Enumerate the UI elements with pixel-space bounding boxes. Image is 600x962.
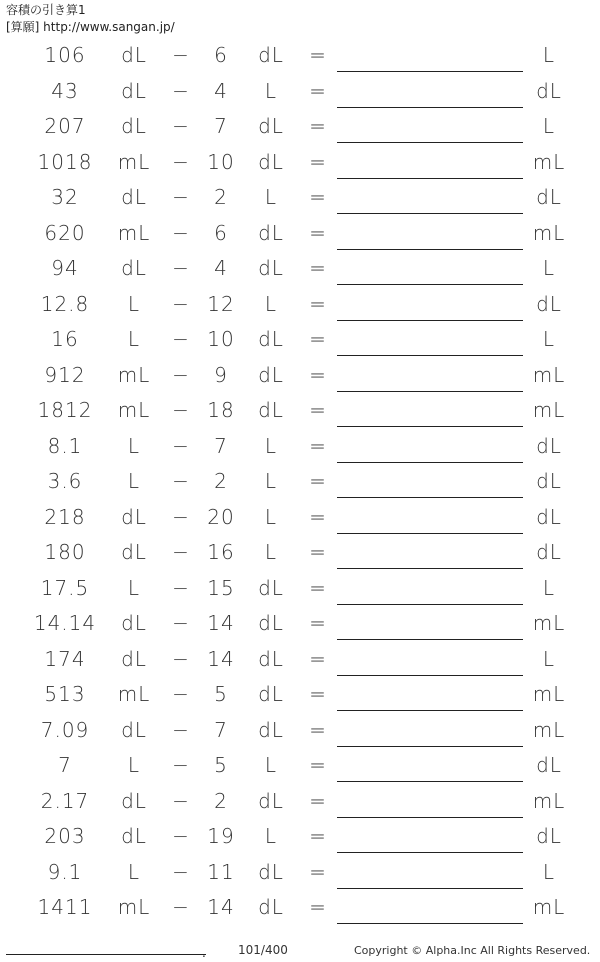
minus-sign: − <box>172 114 190 138</box>
problem-row <box>0 429 600 465</box>
answer-blank[interactable] <box>337 852 523 853</box>
subtrahend-unit: dL <box>258 114 284 138</box>
subtrahend: 2 <box>214 185 228 209</box>
subtrahend-unit: dL <box>258 859 284 884</box>
subtrahend: 16 <box>207 540 235 564</box>
minuend-unit: L <box>127 433 141 458</box>
subtrahend: 19 <box>207 824 235 848</box>
answer-unit: mL <box>532 362 566 387</box>
minus-sign: − <box>172 78 190 103</box>
equals-sign: = <box>309 753 327 777</box>
equals-sign: = <box>309 220 327 245</box>
subtrahend-unit: dL <box>258 398 284 422</box>
subtrahend-unit: dL <box>258 43 284 67</box>
answer-blank[interactable] <box>337 462 523 463</box>
equals-sign: = <box>309 398 327 422</box>
problem-row <box>0 38 600 74</box>
equals-sign: = <box>309 433 327 458</box>
minus-sign: − <box>172 220 190 245</box>
answer-unit: dL <box>536 291 562 316</box>
minus-sign: − <box>172 185 190 209</box>
problem-row <box>0 358 600 394</box>
subtrahend: 6 <box>214 43 228 67</box>
equals-sign: = <box>309 256 327 280</box>
minuend-unit: dL <box>121 114 147 138</box>
subtrahend: 7 <box>214 433 228 458</box>
problem-row <box>0 322 600 358</box>
subtrahend: 14 <box>207 895 235 919</box>
equals-sign: = <box>309 646 327 671</box>
minuend-unit: L <box>127 575 141 600</box>
copyright: Copyright © Alpha.Inc All Rights Reserved. <box>354 944 591 957</box>
minus-sign: − <box>172 788 190 813</box>
subtrahend-unit: L <box>264 433 278 458</box>
equals-sign: = <box>309 327 327 351</box>
answer-blank[interactable] <box>337 746 523 747</box>
subtrahend-unit: L <box>264 469 278 493</box>
minus-sign: − <box>172 611 190 635</box>
answer-blank[interactable] <box>337 888 523 889</box>
minuend-unit: dL <box>121 717 147 742</box>
minuend: 12.8 <box>40 291 90 316</box>
minuend-unit: dL <box>121 43 147 67</box>
problem-row <box>0 606 600 642</box>
answer-unit: mL <box>532 682 566 706</box>
problem-row <box>0 74 600 110</box>
subtrahend: 7 <box>214 717 228 742</box>
subtrahend-unit: L <box>264 540 278 564</box>
equals-sign: = <box>309 682 327 706</box>
minuend-unit: dL <box>121 540 147 564</box>
answer-blank[interactable] <box>337 178 523 179</box>
minuend-unit: mL <box>117 895 151 919</box>
subtrahend: 7 <box>214 114 228 138</box>
equals-sign: = <box>309 788 327 813</box>
minuend: 7 <box>58 753 72 777</box>
minuend: 2.17 <box>40 788 90 813</box>
answer-unit: dL <box>536 504 562 529</box>
minuend-unit: L <box>127 327 141 351</box>
equals-sign: = <box>309 575 327 600</box>
problem-row <box>0 393 600 429</box>
answer-blank[interactable] <box>337 604 523 605</box>
subtrahend: 20 <box>207 504 235 529</box>
name-dot: . <box>202 946 206 960</box>
minuend: 8.1 <box>47 433 83 458</box>
subtrahend-unit: dL <box>258 717 284 742</box>
minuend: 912 <box>44 362 86 387</box>
problem-row <box>0 535 600 571</box>
minus-sign: − <box>172 540 190 564</box>
subtrahend: 11 <box>207 859 235 884</box>
footer <box>0 940 600 960</box>
subtrahend: 14 <box>207 611 235 635</box>
minuend-unit: dL <box>121 78 147 103</box>
answer-unit: dL <box>536 185 562 209</box>
subtrahend-unit: L <box>264 185 278 209</box>
minuend: 16 <box>51 327 79 351</box>
minuend-unit: dL <box>121 646 147 671</box>
subtrahend: 15 <box>207 575 235 600</box>
minuend-unit: dL <box>121 185 147 209</box>
answer-blank[interactable] <box>337 320 523 321</box>
subtrahend-unit: L <box>264 824 278 848</box>
subtrahend-unit: dL <box>258 575 284 600</box>
problem-row <box>0 784 600 820</box>
answer-blank[interactable] <box>337 675 523 676</box>
minuend-unit: mL <box>117 398 151 422</box>
subtrahend-unit: dL <box>258 895 284 919</box>
subtrahend-unit: dL <box>258 327 284 351</box>
problem-row <box>0 890 600 926</box>
subtrahend-unit: dL <box>258 682 284 706</box>
answer-blank[interactable] <box>337 249 523 250</box>
minuend: 32 <box>51 185 79 209</box>
minus-sign: − <box>172 43 190 67</box>
subtrahend-unit: dL <box>258 788 284 813</box>
answer-blank[interactable] <box>337 142 523 143</box>
subtrahend: 2 <box>214 788 228 813</box>
answer-blank[interactable] <box>337 817 523 818</box>
minuend-unit: mL <box>117 149 151 174</box>
subtrahend-unit: dL <box>258 611 284 635</box>
minus-sign: − <box>172 398 190 422</box>
equals-sign: = <box>309 824 327 848</box>
subtrahend: 12 <box>207 291 235 316</box>
equals-sign: = <box>309 78 327 103</box>
minuend: 203 <box>44 824 86 848</box>
minuend-unit: dL <box>121 611 147 635</box>
minus-sign: − <box>172 504 190 529</box>
subtrahend-unit: dL <box>258 362 284 387</box>
answer-unit: dL <box>536 78 562 103</box>
answer-unit: L <box>542 114 556 138</box>
answer-unit: mL <box>532 895 566 919</box>
minus-sign: − <box>172 895 190 919</box>
equals-sign: = <box>309 469 327 493</box>
minuend: 9.1 <box>47 859 83 884</box>
problem-row <box>0 109 600 145</box>
minuend-unit: mL <box>117 362 151 387</box>
minus-sign: − <box>172 717 190 742</box>
minuend-unit: dL <box>121 788 147 813</box>
minuend-unit: dL <box>121 824 147 848</box>
minus-sign: − <box>172 859 190 884</box>
equals-sign: = <box>309 291 327 316</box>
subtrahend: 5 <box>214 753 228 777</box>
minuend: 17.5 <box>40 575 90 600</box>
minuend: 43 <box>51 78 79 103</box>
minus-sign: − <box>172 753 190 777</box>
subtrahend: 10 <box>207 149 235 174</box>
answer-unit: mL <box>532 149 566 174</box>
minuend-unit: L <box>127 859 141 884</box>
equals-sign: = <box>309 114 327 138</box>
answer-unit: L <box>542 859 556 884</box>
name-line <box>6 954 206 955</box>
minuend: 218 <box>44 504 86 529</box>
problem-row <box>0 713 600 749</box>
problem-row <box>0 500 600 536</box>
page-number: 101/400 <box>238 943 288 957</box>
subtrahend: 2 <box>214 469 228 493</box>
answer-unit: dL <box>536 540 562 564</box>
minuend-unit: mL <box>117 682 151 706</box>
answer-blank[interactable] <box>337 355 523 356</box>
subtrahend-unit: L <box>264 291 278 316</box>
equals-sign: = <box>309 859 327 884</box>
problem-row <box>0 180 600 216</box>
answer-unit: dL <box>536 433 562 458</box>
minus-sign: − <box>172 682 190 706</box>
equals-sign: = <box>309 540 327 564</box>
minus-sign: − <box>172 646 190 671</box>
minuend: 174 <box>44 646 86 671</box>
subtrahend-unit: L <box>264 753 278 777</box>
minuend: 14.14 <box>33 611 97 635</box>
equals-sign: = <box>309 149 327 174</box>
equals-sign: = <box>309 504 327 529</box>
subtrahend: 4 <box>214 256 228 280</box>
minus-sign: − <box>172 433 190 458</box>
answer-unit: dL <box>536 753 562 777</box>
problem-row <box>0 287 600 323</box>
answer-blank[interactable] <box>337 923 523 924</box>
subtrahend-unit: dL <box>258 220 284 245</box>
problem-row <box>0 145 600 181</box>
subtrahend: 14 <box>207 646 235 671</box>
problem-row <box>0 642 600 678</box>
minuend-unit: L <box>127 469 141 493</box>
subtrahend: 18 <box>207 398 235 422</box>
subtrahend: 6 <box>214 220 228 245</box>
equals-sign: = <box>309 362 327 387</box>
answer-unit: mL <box>532 717 566 742</box>
answer-unit: L <box>542 327 556 351</box>
answer-blank[interactable] <box>337 533 523 534</box>
answer-unit: mL <box>532 398 566 422</box>
problem-row <box>0 571 600 607</box>
minuend: 180 <box>44 540 86 564</box>
subtrahend-unit: dL <box>258 256 284 280</box>
answer-blank[interactable] <box>337 497 523 498</box>
minus-sign: − <box>172 291 190 316</box>
site-url: [算願] http://www.sangan.jp/ <box>6 20 175 34</box>
answer-unit: L <box>542 575 556 600</box>
equals-sign: = <box>309 43 327 67</box>
subtrahend-unit: dL <box>258 149 284 174</box>
minus-sign: − <box>172 362 190 387</box>
subtrahend: 9 <box>214 362 228 387</box>
problem-list <box>0 38 600 926</box>
equals-sign: = <box>309 185 327 209</box>
minuend-unit: dL <box>121 256 147 280</box>
problem-row <box>0 251 600 287</box>
minuend-unit: L <box>127 753 141 777</box>
answer-blank[interactable] <box>337 391 523 392</box>
subtrahend-unit: L <box>264 78 278 103</box>
subtrahend: 5 <box>214 682 228 706</box>
equals-sign: = <box>309 895 327 919</box>
problem-row <box>0 464 600 500</box>
answer-unit: L <box>542 256 556 280</box>
answer-blank[interactable] <box>337 213 523 214</box>
minuend: 94 <box>51 256 79 280</box>
answer-unit: mL <box>532 788 566 813</box>
problem-row <box>0 819 600 855</box>
minus-sign: − <box>172 327 190 351</box>
minuend: 7.09 <box>40 717 90 742</box>
equals-sign: = <box>309 717 327 742</box>
minuend: 620 <box>44 220 86 245</box>
minuend: 513 <box>44 682 86 706</box>
minus-sign: − <box>172 469 190 493</box>
problem-row <box>0 677 600 713</box>
minuend: 3.6 <box>47 469 83 493</box>
answer-blank[interactable] <box>337 71 523 72</box>
problem-row <box>0 855 600 891</box>
answer-unit: L <box>542 43 556 67</box>
minuend: 1018 <box>37 149 93 174</box>
problem-row <box>0 748 600 784</box>
minuend: 207 <box>44 114 86 138</box>
worksheet-title: 容積の引き算1 <box>6 3 86 17</box>
answer-unit: dL <box>536 824 562 848</box>
subtrahend-unit: dL <box>258 646 284 671</box>
answer-blank[interactable] <box>337 426 523 427</box>
minus-sign: − <box>172 575 190 600</box>
minuend: 106 <box>44 43 86 67</box>
answer-blank[interactable] <box>337 568 523 569</box>
answer-blank[interactable] <box>337 639 523 640</box>
answer-unit: L <box>542 646 556 671</box>
equals-sign: = <box>309 611 327 635</box>
answer-blank[interactable] <box>337 284 523 285</box>
minuend: 1411 <box>37 895 93 919</box>
subtrahend-unit: L <box>264 504 278 529</box>
minuend-unit: mL <box>117 220 151 245</box>
minus-sign: − <box>172 824 190 848</box>
answer-unit: mL <box>532 220 566 245</box>
answer-blank[interactable] <box>337 710 523 711</box>
answer-unit: dL <box>536 469 562 493</box>
subtrahend: 10 <box>207 327 235 351</box>
answer-blank[interactable] <box>337 781 523 782</box>
minus-sign: − <box>172 149 190 174</box>
minuend-unit: dL <box>121 504 147 529</box>
minuend: 1812 <box>37 398 93 422</box>
subtrahend: 4 <box>214 78 228 103</box>
problem-row <box>0 216 600 252</box>
answer-unit: mL <box>532 611 566 635</box>
minus-sign: − <box>172 256 190 280</box>
minuend-unit: L <box>127 291 141 316</box>
answer-blank[interactable] <box>337 107 523 108</box>
